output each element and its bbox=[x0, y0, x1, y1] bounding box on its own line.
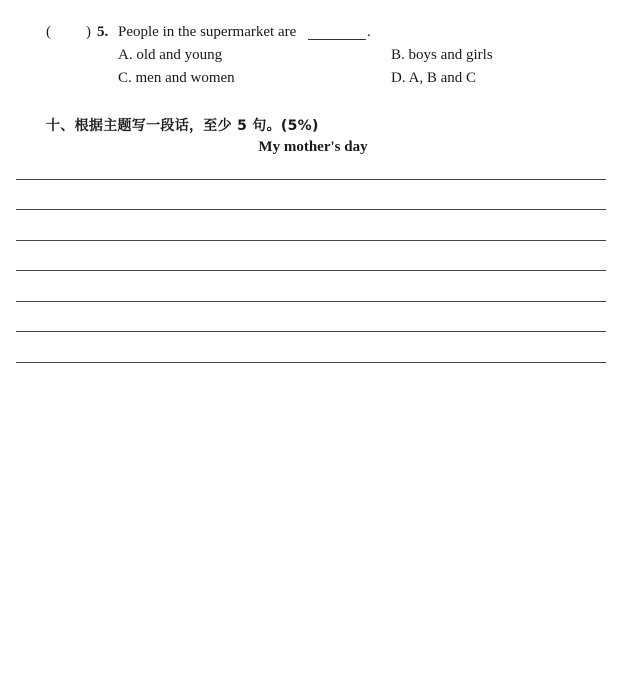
question-number: 5. bbox=[97, 24, 109, 40]
writing-line bbox=[16, 301, 606, 302]
writing-line bbox=[16, 209, 606, 210]
option-b: B. boys and girls bbox=[391, 47, 493, 63]
answer-paren-close: ) bbox=[86, 24, 91, 40]
option-a: A. old and young bbox=[118, 47, 223, 63]
writing-line bbox=[16, 362, 606, 363]
question-period: . bbox=[367, 24, 371, 40]
question-stem: People in the supermarket are bbox=[118, 24, 297, 40]
option-d: D. A, B and C bbox=[391, 70, 477, 86]
essay-title: My mother's day bbox=[258, 139, 368, 155]
writing-line bbox=[16, 240, 606, 241]
answer-paren-open: ( bbox=[46, 24, 51, 40]
option-c: C. men and women bbox=[118, 70, 235, 86]
writing-line bbox=[16, 270, 606, 271]
answer-blank bbox=[308, 24, 366, 40]
writing-line bbox=[16, 331, 606, 332]
writing-line bbox=[16, 179, 606, 180]
section-heading: 十、根据主题写一段话，至少 5 句。(5%) bbox=[46, 118, 319, 134]
